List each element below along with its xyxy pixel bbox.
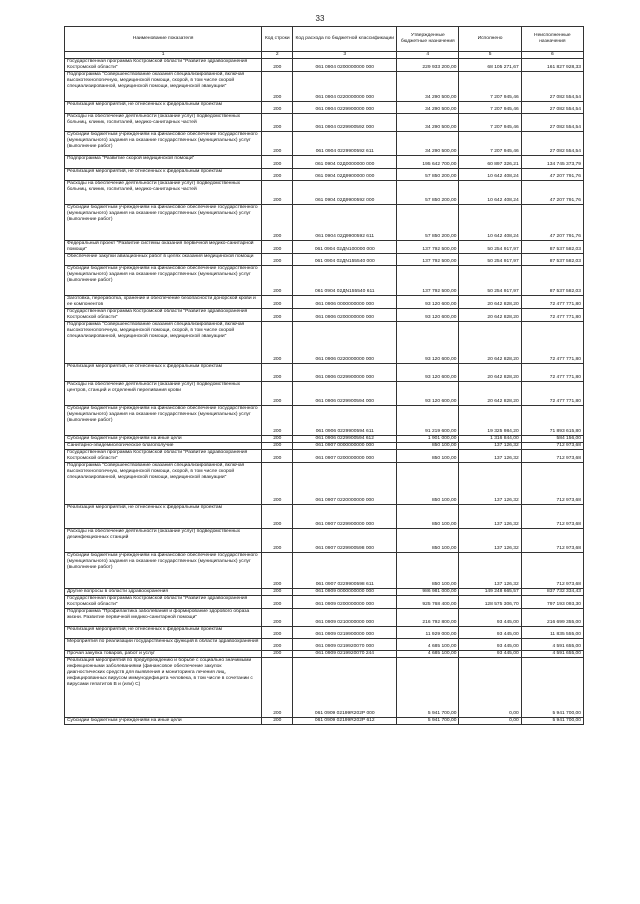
row-remaining: 27 082 554,54 <box>521 132 583 156</box>
row-remaining: 5 941 700,00 <box>521 718 583 725</box>
row-budget-code: 061 0904 02ДN155540 000 <box>293 254 397 266</box>
row-remaining: 712 973,68 <box>521 450 583 463</box>
row-name: Подпрограмма "Совершенствование оказания специализированной, включая высокотехнологичную, медицинской помощи, скорой, в том числе скорой специализированной, медицинской помощи, медицинской эвакуации" <box>65 463 262 505</box>
row-approved: 91 219 600,00 <box>397 406 459 436</box>
row-approved: 34 290 500,00 <box>397 72 459 102</box>
table-row <box>65 639 584 651</box>
row-name: Подпрограмма "Развитие скорой медицинской помощи" <box>65 156 262 169</box>
column-index: 6 <box>521 52 583 59</box>
row-name: Реализация мероприятий, не отнесенных к федеральным проектам <box>65 169 262 181</box>
table-row <box>65 181 584 205</box>
row-executed: 20 642 828,20 <box>459 364 521 382</box>
row-line-code: 200 <box>262 102 293 114</box>
row-remaining: 87 537 582,03 <box>521 254 583 266</box>
row-line-code: 200 <box>262 266 293 296</box>
row-name: Расходы на обеспечение деятельности (оказание услуг) подведомственных центров, станций и отделений переливания крови <box>65 382 262 406</box>
row-budget-code: 061 0904 0229900000 000 <box>293 102 397 114</box>
table-row <box>65 132 584 156</box>
row-executed: 50 254 917,97 <box>459 241 521 254</box>
row-name: Подпрограмма "Совершенствование оказания специализированной, включая высокотехнологичную, медицинской помощи, скорой, в том числе скорой специализированной, медицинской помощи, медицинской эвакуации" <box>65 72 262 102</box>
table-row <box>65 436 584 443</box>
row-executed: 20 642 828,20 <box>459 322 521 364</box>
row-budget-code: 061 0904 02ДN100000 000 <box>293 241 397 254</box>
table-row <box>65 114 584 132</box>
row-budget-code: 061 0907 0229900598 611 <box>293 553 397 589</box>
row-approved: 986 981 000,00 <box>397 589 459 596</box>
row-budget-code: 061 0907 0000000000 000 <box>293 443 397 450</box>
row-remaining: 47 207 791,76 <box>521 205 583 241</box>
row-executed: 0,00 <box>459 658 521 718</box>
row-remaining: 87 537 582,03 <box>521 241 583 254</box>
row-name: Заготовка, переработка, хранение и обеспечение безопасности донорской крови и ее компонентов <box>65 296 262 309</box>
row-name: Санитарно-эпидемиологическое благополучие <box>65 443 262 450</box>
row-name: Субсидии бюджетным учреждениям на иные цели <box>65 436 262 443</box>
row-remaining: 216 699 355,00 <box>521 609 583 627</box>
row-line-code: 200 <box>262 651 293 658</box>
row-approved: 925 768 400,00 <box>397 596 459 609</box>
table-row <box>65 406 584 436</box>
table-row <box>65 241 584 254</box>
table-row <box>65 658 584 718</box>
row-executed: 93 445,00 <box>459 627 521 639</box>
row-name: Субсидии бюджетным учреждениям на финансовое обеспечение государственного (муниципального) задания на оказание государственных (муниципальных) услуг (выполнение работ) <box>65 205 262 241</box>
row-approved: 5 941 700,00 <box>397 718 459 725</box>
table-body <box>65 59 584 725</box>
row-executed: 93 445,00 <box>459 639 521 651</box>
row-remaining: 712 973,68 <box>521 443 583 450</box>
row-line-code: 200 <box>262 364 293 382</box>
row-approved: 850 100,00 <box>397 443 459 450</box>
row-name: Реализация мероприятий, не отнесенных к федеральным проектам <box>65 102 262 114</box>
row-budget-code: 061 0907 0220000000 000 <box>293 463 397 505</box>
row-remaining: 712 973,68 <box>521 463 583 505</box>
row-budget-code: 061 0904 0200000000 000 <box>293 59 397 72</box>
row-executed: 137 126,32 <box>459 443 521 450</box>
row-budget-code: 061 0904 0229900592 000 <box>293 114 397 132</box>
row-line-code: 200 <box>262 529 293 553</box>
row-approved: 850 100,00 <box>397 505 459 529</box>
row-remaining: 11 835 555,00 <box>521 627 583 639</box>
row-line-code: 200 <box>262 132 293 156</box>
row-executed: 149 248 665,57 <box>459 589 521 596</box>
row-line-code: 200 <box>262 72 293 102</box>
row-remaining: 712 973,68 <box>521 553 583 589</box>
row-line-code: 200 <box>262 169 293 181</box>
row-remaining: 87 537 582,03 <box>521 266 583 296</box>
row-executed: 93 445,00 <box>459 609 521 627</box>
row-executed: 137 126,32 <box>459 505 521 529</box>
row-approved: 216 792 800,00 <box>397 609 459 627</box>
row-executed: 19 325 984,20 <box>459 406 521 436</box>
row-line-code: 200 <box>262 406 293 436</box>
row-name: Государственная программа Костромской области "Развитие здравоохранения Костромской области" <box>65 59 262 72</box>
row-line-code: 200 <box>262 296 293 309</box>
table-row <box>65 364 584 382</box>
row-name: Обеспечение закупки авиационных работ в целях оказания медицинской помощи <box>65 254 262 266</box>
row-budget-code: 061 0906 0229900594 611 <box>293 406 397 436</box>
row-name: Другие вопросы в области здравоохранения <box>65 589 262 596</box>
table-row <box>65 205 584 241</box>
row-executed: 10 642 408,24 <box>459 205 521 241</box>
row-budget-code: 061 0906 0000000000 000 <box>293 296 397 309</box>
row-line-code: 200 <box>262 59 293 72</box>
table-row <box>65 505 584 529</box>
row-budget-code: 061 0904 0220000000 000 <box>293 72 397 102</box>
row-line-code: 200 <box>262 589 293 596</box>
row-remaining: 712 973,68 <box>521 529 583 553</box>
row-budget-code: 061 0909 0210000000 000 <box>293 609 397 627</box>
row-line-code: 200 <box>262 596 293 609</box>
row-line-code: 200 <box>262 627 293 639</box>
row-line-code: 200 <box>262 309 293 322</box>
row-name: Расходы на обеспечение деятельности (оказание услуг) подведомственных дезинфекционных станций <box>65 529 262 553</box>
row-line-code: 200 <box>262 436 293 443</box>
table-row <box>65 529 584 553</box>
row-remaining: 72 477 771,80 <box>521 382 583 406</box>
row-name: Субсидии бюджетным учреждениям на иные цели <box>65 718 262 725</box>
row-approved: 4 685 100,00 <box>397 639 459 651</box>
column-index: 2 <box>262 52 293 59</box>
row-name: Подпрограмма "Совершенствование оказания специализированной, включая высокотехнологичную, медицинской помощи, скорой, в том числе скорой специализированной, медицинской помощи, медицинской эвакуации" <box>65 322 262 364</box>
row-line-code: 200 <box>262 718 293 725</box>
row-name: Расходы на обеспечение деятельности (оказание услуг) подведомственных больниц, клиник, госпиталей, медико-санитарных частей <box>65 181 262 205</box>
row-line-code: 200 <box>262 382 293 406</box>
row-name: Мероприятия по реализации государственных функций в области здравоохранения <box>65 639 262 651</box>
row-executed: 20 642 828,20 <box>459 296 521 309</box>
row-line-code: 200 <box>262 114 293 132</box>
row-executed: 50 254 917,97 <box>459 266 521 296</box>
table-row <box>65 463 584 505</box>
row-line-code: 200 <box>262 181 293 205</box>
row-approved: 34 290 500,00 <box>397 132 459 156</box>
row-remaining: 5 941 700,00 <box>521 658 583 718</box>
row-budget-code: 061 0909 0200000000 000 <box>293 596 397 609</box>
row-approved: 11 929 000,00 <box>397 627 459 639</box>
row-remaining: 161 827 928,33 <box>521 59 583 72</box>
header-budget-code: Код расхода по бюджетной классификации <box>293 27 397 52</box>
table-row <box>65 296 584 309</box>
row-budget-code: 061 0907 0229900598 000 <box>293 529 397 553</box>
row-executed: 20 642 828,20 <box>459 309 521 322</box>
row-executed: 20 642 828,20 <box>459 382 521 406</box>
row-executed: 60 897 326,21 <box>459 156 521 169</box>
row-approved: 1 901 000,00 <box>397 436 459 443</box>
row-budget-code: 061 0904 02Д0000000 000 <box>293 156 397 169</box>
row-name: Реализация мероприятий, не отнесенных к федеральным проектам <box>65 627 262 639</box>
table-row <box>65 309 584 322</box>
table-row <box>65 59 584 72</box>
row-approved: 229 933 200,00 <box>397 59 459 72</box>
row-remaining: 47 207 791,76 <box>521 169 583 181</box>
column-index: 3 <box>293 52 397 59</box>
row-approved: 93 120 600,00 <box>397 309 459 322</box>
row-line-code: 200 <box>262 450 293 463</box>
row-name: Субсидии бюджетным учреждениям на финансовое обеспечение государственного (муниципального) задания на оказание государственных (муниципальных) услуг (выполнение работ) <box>65 132 262 156</box>
row-remaining: 837 732 334,43 <box>521 589 583 596</box>
header-indicator-name: Наименование показателя <box>65 27 262 52</box>
row-budget-code: 061 0906 0200000000 000 <box>293 309 397 322</box>
table-row <box>65 627 584 639</box>
row-approved: 850 100,00 <box>397 463 459 505</box>
row-remaining: 134 745 373,79 <box>521 156 583 169</box>
row-budget-code: 061 0906 0229900594 612 <box>293 436 397 443</box>
row-executed: 137 126,32 <box>459 463 521 505</box>
column-index: 5 <box>459 52 521 59</box>
table-row <box>65 596 584 609</box>
row-remaining: 27 082 554,54 <box>521 102 583 114</box>
table-row <box>65 169 584 181</box>
column-index: 1 <box>65 52 262 59</box>
row-budget-code: 061 0906 0229900000 000 <box>293 364 397 382</box>
row-name: Субсидии бюджетным учреждениям на финансовое обеспечение государственного (муниципального) задания на оказание государственных (муниципальных) услуг (выполнение работ) <box>65 553 262 589</box>
row-name: Субсидии бюджетным учреждениям на финансовое обеспечение государственного (муниципального) задания на оказание государственных (муниципальных) услуг (выполнение работ) <box>65 266 262 296</box>
row-name: Реализация мероприятий по предупреждению и борьбе с социально значимыми инфекционными заболеваниями (финансовое обеспечение закупок диагностических средств для выявления и мониторинга лечения лиц, инфицированных вирусом иммунодефицита человека, в том числе в сочетании с вирусами гепатитов В и (или) С) <box>65 658 262 718</box>
header-approved: Утвержденные бюджетные назначения <box>397 27 459 52</box>
row-remaining: 712 973,68 <box>521 505 583 529</box>
table-row <box>65 589 584 596</box>
row-budget-code: 061 0909 0000000000 000 <box>293 589 397 596</box>
row-budget-code: 061 0904 02ДN155540 611 <box>293 266 397 296</box>
table-row <box>65 322 584 364</box>
table-row <box>65 102 584 114</box>
table-header-row <box>65 27 584 52</box>
row-remaining: 72 477 771,80 <box>521 309 583 322</box>
row-name: Государственная программа Костромской области "Развитие здравоохранения Костромской области" <box>65 596 262 609</box>
row-line-code: 200 <box>262 505 293 529</box>
table-row <box>65 450 584 463</box>
row-remaining: 584 156,00 <box>521 436 583 443</box>
column-index-row <box>65 52 584 59</box>
table-row <box>65 609 584 627</box>
row-remaining: 4 591 655,00 <box>521 639 583 651</box>
table-row <box>65 156 584 169</box>
row-approved: 137 792 500,00 <box>397 241 459 254</box>
row-remaining: 47 207 791,76 <box>521 181 583 205</box>
row-budget-code: 061 0909 0219920070 244 <box>293 651 397 658</box>
row-name: Подпрограмма "Профилактика заболеваний и формирование здорового образа жизни. Развитие первичной медико-санитарной помощи" <box>65 609 262 627</box>
row-name: Федеральный проект "Развитие системы оказания первичной медико-санитарной помощи" <box>65 241 262 254</box>
table-row <box>65 443 584 450</box>
row-approved: 57 850 200,00 <box>397 181 459 205</box>
table-row <box>65 553 584 589</box>
row-remaining: 4 591 655,00 <box>521 651 583 658</box>
row-line-code: 200 <box>262 322 293 364</box>
row-executed: 10 642 408,24 <box>459 169 521 181</box>
row-executed: 10 642 408,24 <box>459 181 521 205</box>
row-line-code: 200 <box>262 443 293 450</box>
row-approved: 850 100,00 <box>397 529 459 553</box>
row-budget-code: 061 0904 0229900592 611 <box>293 132 397 156</box>
row-line-code: 200 <box>262 553 293 589</box>
table-row <box>65 72 584 102</box>
row-executed: 7 207 945,46 <box>459 114 521 132</box>
row-budget-code: 061 0906 0220000000 000 <box>293 322 397 364</box>
row-approved: 93 120 600,00 <box>397 364 459 382</box>
row-name: Реализация мероприятий, не отнесенных к федеральным проектам <box>65 364 262 382</box>
table-row <box>65 254 584 266</box>
row-remaining: 71 893 615,80 <box>521 406 583 436</box>
row-name: Субсидии бюджетным учреждениям на финансовое обеспечение государственного (муниципального) задания на оказание государственных (муниципальных) услуг (выполнение работ) <box>65 406 262 436</box>
row-remaining: 797 193 093,30 <box>521 596 583 609</box>
header-remaining: Неисполненные назначения <box>521 27 583 52</box>
row-executed: 93 445,00 <box>459 651 521 658</box>
row-name: Реализация мероприятий, не отнесенных к федеральным проектам <box>65 505 262 529</box>
row-name: Государственная программа Костромской области "Развитие здравоохранения Костромской области" <box>65 450 262 463</box>
row-executed: 0,00 <box>459 718 521 725</box>
row-line-code: 200 <box>262 609 293 627</box>
row-budget-code: 061 0907 0200000000 000 <box>293 450 397 463</box>
row-executed: 7 207 945,46 <box>459 72 521 102</box>
row-budget-code: 061 0909 0219920070 000 <box>293 639 397 651</box>
table-row <box>65 718 584 725</box>
row-executed: 50 254 917,97 <box>459 254 521 266</box>
row-approved: 93 120 600,00 <box>397 322 459 364</box>
budget-execution-table <box>64 26 584 725</box>
row-line-code: 200 <box>262 205 293 241</box>
row-budget-code: 061 0904 02Д9900592 611 <box>293 205 397 241</box>
row-approved: 93 120 600,00 <box>397 382 459 406</box>
row-executed: 137 126,32 <box>459 450 521 463</box>
row-executed: 7 207 945,46 <box>459 102 521 114</box>
row-remaining: 72 477 771,80 <box>521 364 583 382</box>
row-name: Прочая закупка товаров, работ и услуг <box>65 651 262 658</box>
row-budget-code: 061 0906 0229900594 000 <box>293 382 397 406</box>
row-remaining: 27 082 554,54 <box>521 72 583 102</box>
row-line-code: 200 <box>262 156 293 169</box>
row-executed: 128 575 306,70 <box>459 596 521 609</box>
row-remaining: 72 477 771,80 <box>521 322 583 364</box>
row-approved: 195 642 700,00 <box>397 156 459 169</box>
table-row <box>65 651 584 658</box>
table-row <box>65 382 584 406</box>
row-line-code: 200 <box>262 241 293 254</box>
row-approved: 5 941 700,00 <box>397 658 459 718</box>
row-budget-code: 061 0907 0229900000 000 <box>293 505 397 529</box>
row-executed: 68 105 271,67 <box>459 59 521 72</box>
column-index: 4 <box>397 52 459 59</box>
row-budget-code: 061 0904 02Д9900592 000 <box>293 181 397 205</box>
row-name: Государственная программа Костромской области "Развитие здравоохранения Костромской области" <box>65 309 262 322</box>
row-remaining: 27 082 554,54 <box>521 114 583 132</box>
row-executed: 137 126,32 <box>459 529 521 553</box>
row-name: Расходы на обеспечение деятельности (оказание услуг) подведомственных больниц, клиник, госпиталей, медико-санитарных частей <box>65 114 262 132</box>
row-executed: 1 316 844,00 <box>459 436 521 443</box>
row-approved: 57 850 200,00 <box>397 169 459 181</box>
row-budget-code: 061 0904 02Д9900000 000 <box>293 169 397 181</box>
row-approved: 4 685 100,00 <box>397 651 459 658</box>
row-budget-code: 061 0909 02199R202P 612 <box>293 718 397 725</box>
row-approved: 850 100,00 <box>397 553 459 589</box>
row-approved: 93 120 600,00 <box>397 296 459 309</box>
header-executed: Исполнено <box>459 27 521 52</box>
row-line-code: 200 <box>262 658 293 718</box>
row-approved: 57 850 200,00 <box>397 205 459 241</box>
row-executed: 137 126,32 <box>459 553 521 589</box>
row-budget-code: 061 0909 02199R202P 000 <box>293 658 397 718</box>
row-approved: 34 290 500,00 <box>397 114 459 132</box>
row-line-code: 200 <box>262 639 293 651</box>
row-approved: 34 290 500,00 <box>397 102 459 114</box>
row-remaining: 72 477 771,80 <box>521 296 583 309</box>
row-line-code: 200 <box>262 254 293 266</box>
table-row <box>65 266 584 296</box>
row-budget-code: 061 0909 0219900000 000 <box>293 627 397 639</box>
row-approved: 850 100,00 <box>397 450 459 463</box>
row-approved: 137 792 500,00 <box>397 266 459 296</box>
page-number: 33 <box>315 14 325 23</box>
row-approved: 137 792 500,00 <box>397 254 459 266</box>
row-executed: 7 207 945,46 <box>459 132 521 156</box>
row-line-code: 200 <box>262 463 293 505</box>
header-line-code: Код строки <box>262 27 293 52</box>
